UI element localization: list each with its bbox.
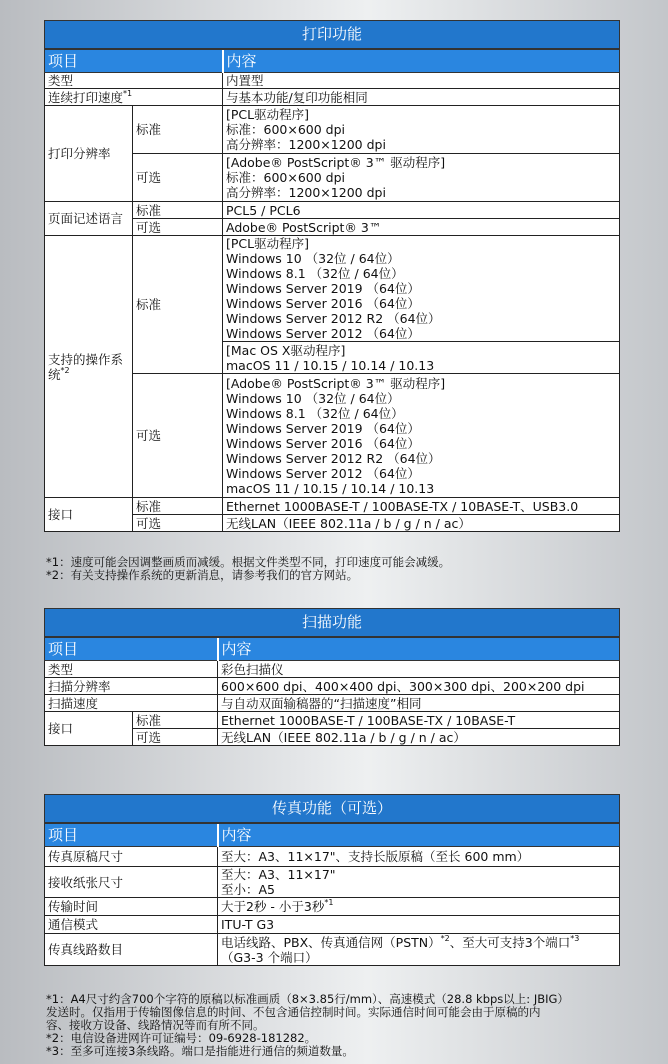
- fax-original-size-label: 传真原稿尺寸: [45, 847, 218, 867]
- scan-type-value: 彩色扫描仪: [218, 661, 620, 678]
- print-interface-opt-value: 无线LAN（IEEE 802.11a / b / g / n / ac）: [223, 515, 620, 532]
- print-type-label: 类型: [45, 73, 223, 89]
- print-spec-table: [44, 20, 620, 532]
- print-resolution-opt-label: 可选: [133, 154, 223, 202]
- fax-header-content: 内容: [218, 823, 620, 847]
- print-header-content: 内容: [223, 49, 620, 73]
- print-interface-label: 接口: [45, 498, 133, 532]
- scan-function-section: [44, 608, 620, 746]
- print-type-value: 内置型: [223, 73, 620, 89]
- scan-type-label: 类型: [45, 661, 218, 678]
- scan-resolution-label: 扫描分辨率: [45, 678, 218, 695]
- fax-original-size-value: 至大：A3、11×17"、支持长版原稿（至长 600 mm）: [218, 847, 620, 867]
- fax-notes: *1：A4尺寸约含700个字符的原稿以标准画质（8×3.85行/mm）、高速模式（28.8 kbps以上: JBIG） 发送时。仅指用于传输图像信息的时间、不包含通信控制时间。实际通信时间可能会由于原稿的内 容、接收方设备、线路情况等而有所不同。 *2：电信设备进网许可证编号：09-6928-181282。 *3：至多可连接3条线路。端口是指能进行通信的频道数量。: [46, 992, 569, 1058]
- print-resolution-label: 打印分辨率: [45, 106, 133, 202]
- fax-comm-mode-label: 通信模式: [45, 916, 218, 934]
- fax-transmission-time-label: 传输时间: [45, 898, 218, 916]
- fax-comm-mode-value: ITU-T G3: [218, 916, 620, 934]
- print-os-std-pcl-value: [PCL驱动程序] Windows 10 （32位 / 64位） Windows 8.1 （32位 / 64位） Windows Server 2019 （64位） Windows Server 2016 （64位） Windows Server 2012 R2 （64位） Windows Server 2012 （64位）: [223, 236, 620, 342]
- print-os-label: 支持的操作系统$^{*2}$: [45, 236, 133, 498]
- print-function-section: [44, 20, 620, 532]
- scan-interface-opt-value: 无线LAN（IEEE 802.11a / b / g / n / ac）: [218, 729, 620, 746]
- print-os-opt-value: [Adobe® PostScript® 3™ 驱动程序] Windows 10 （32位 / 64位） Windows 8.1 （32位 / 64位） Windows Server 2019 （64位） Windows Server 2016 （64位） Windows Server 2012 R2 （64位） Windows Server 2012 （64位） macOS 11 / 10.15 / 10.14 / 10.13: [223, 374, 620, 498]
- print-pdl-label: 页面记述语言: [45, 202, 133, 236]
- scan-header-content: 内容: [218, 637, 620, 661]
- print-speed-value: 与基本功能/复印功能相同: [223, 89, 620, 106]
- fax-header-item: 项目: [45, 823, 218, 847]
- scan-interface-std-label: 标准: [133, 712, 218, 729]
- print-pdl-std-label: 标准: [133, 202, 223, 219]
- print-title: 打印功能: [45, 21, 620, 50]
- fax-title: 传真功能（可选）: [45, 795, 620, 824]
- print-os-std-label: 标准: [133, 236, 223, 374]
- scan-speed-value: 与自动双面输稿器的“扫描速度”相同: [218, 695, 620, 712]
- print-pdl-std-value: PCL5 / PCL6: [223, 202, 620, 219]
- print-os-opt-label: 可选: [133, 374, 223, 498]
- fax-function-section: [44, 794, 620, 966]
- fax-transmission-time-value: 大于2秒 - 小于3秒$^{*1}$: [218, 898, 620, 916]
- print-speed-label: 连续打印速度$^{*1}$: [45, 89, 223, 106]
- fax-receive-paper-label: 接收纸张尺寸: [45, 867, 218, 898]
- scan-title: 扫描功能: [45, 609, 620, 638]
- scan-spec-table: [44, 608, 620, 746]
- scan-interface-std-value: Ethernet 1000BASE-T / 100BASE-TX / 10BASE-T: [218, 712, 620, 729]
- print-resolution-std-label: 标准: [133, 106, 223, 154]
- print-os-std-mac-value: [Mac OS X驱动程序] macOS 11 / 10.15 / 10.14 / 10.13: [223, 342, 620, 374]
- fax-spec-table: [44, 794, 620, 966]
- scan-interface-opt-label: 可选: [133, 729, 218, 746]
- print-resolution-opt-value: [Adobe® PostScript® 3™ 驱动程序] 标准：600×600 dpi 高分辨率：1200×1200 dpi: [223, 154, 620, 202]
- print-notes: *1：速度可能会因调整画质而减缓。根据文件类型不同，打印速度可能会减缓。 *2：有关支持操作系统的更新消息，请参考我们的官方网站。: [46, 555, 451, 582]
- print-header-item: 项目: [45, 49, 223, 73]
- print-interface-std-label: 标准: [133, 498, 223, 515]
- scan-resolution-value: 600×600 dpi、400×400 dpi、300×300 dpi、200×200 dpi: [218, 678, 620, 695]
- fax-lines-label: 传真线路数目: [45, 934, 218, 966]
- print-pdl-opt-value: Adobe® PostScript® 3™: [223, 219, 620, 236]
- print-pdl-opt-label: 可选: [133, 219, 223, 236]
- scan-speed-label: 扫描速度: [45, 695, 218, 712]
- scan-interface-label: 接口: [45, 712, 133, 746]
- print-resolution-std-value: [PCL驱动程序] 标准：600×600 dpi 高分辨率：1200×1200 dpi: [223, 106, 620, 154]
- scan-header-item: 项目: [45, 637, 218, 661]
- print-interface-opt-label: 可选: [133, 515, 223, 532]
- print-interface-std-value: Ethernet 1000BASE-T / 100BASE-TX / 10BASE-T、USB3.0: [223, 498, 620, 515]
- fax-lines-value: 电话线路、PBX、传真通信网（PSTN）$^{*2}$、至大可支持3个端口$^{*3}$ （G3-3 个端口）: [218, 934, 620, 966]
- fax-receive-paper-value: 至大：A3、11×17" 至小：A5: [218, 867, 620, 898]
